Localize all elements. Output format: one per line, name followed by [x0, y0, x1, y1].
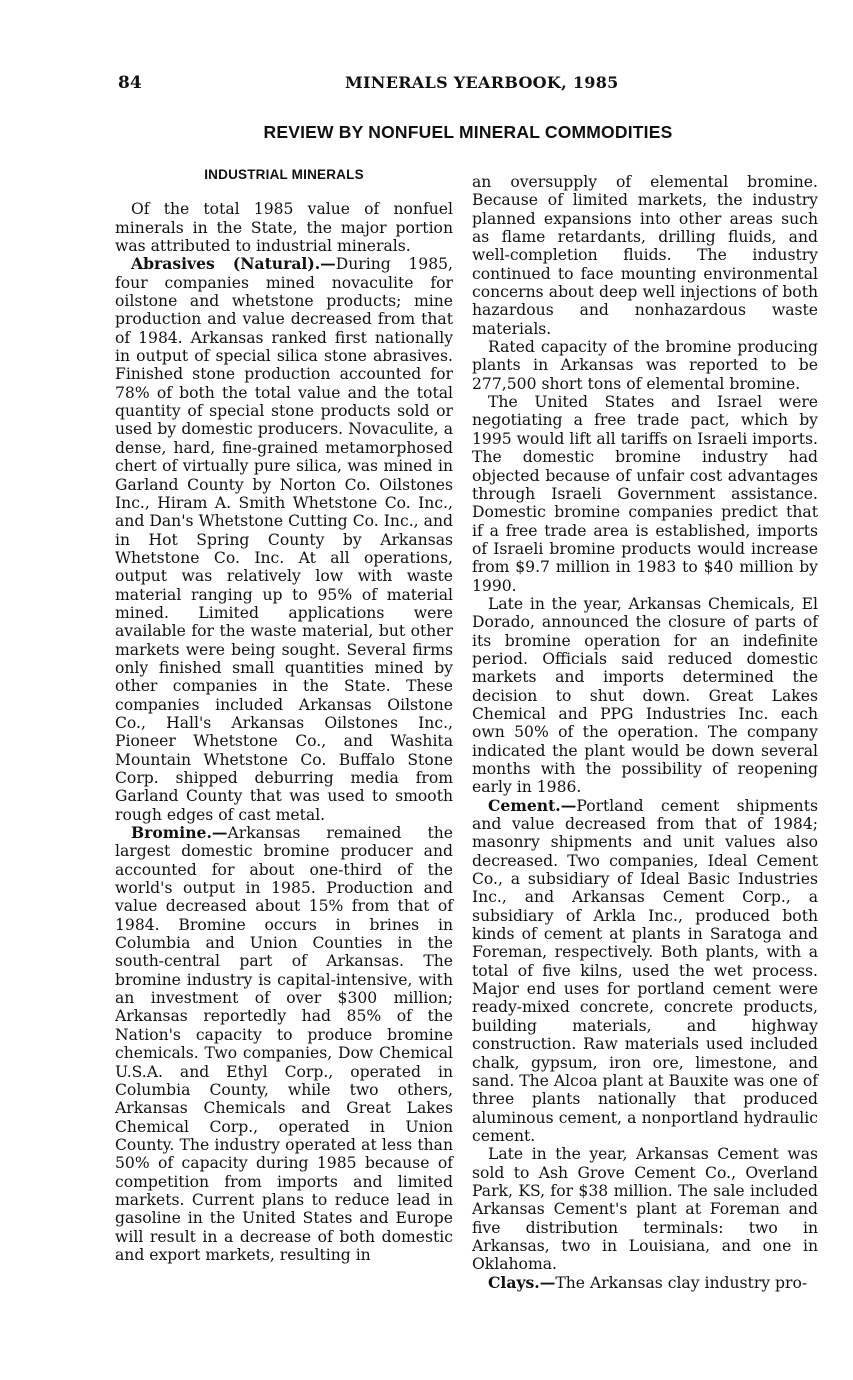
clays-paragraph — [472, 1274, 818, 1292]
left-column — [115, 166, 453, 1264]
cement-sale-paragraph: Late in the year, Arkansas Cement was sold to Ash Grove Cement Co., Overland Park, KS, for $38 million. The sale included Arkansas Cement's plant at Foreman and five distribution terminals: two in Arkansas, two in Louisiana, and one in Oklahoma. — [472, 1145, 818, 1274]
bromine-text: Arkansas remained the largest domestic bromine producer and accounted for about one-third of the world's output in 1985. Production and value decreased about 15% from that of 1984. Bromine occurs in brines in Columbia and Union Counties in the south-central part of Arkansas. The bromine industry is capital-intensive, with an investment of over $300 million; Arkansas reportedly had 85% of the Nation's capacity to produce bromine chemicals. Two companies, Dow Chemical U.S.A. and Ethyl Corp., operated in Columbia County, while two others, Arkansas Chemicals and Great Lakes Chemical Corp., operated in Union County. The industry operated at less than 50% of capacity during 1985 because of competition from imports and limited markets. Current plans to reduce lead in gasoline in the United States and Europe will result in a decrease of both domestic and export markets, resulting in — [115, 824, 453, 1264]
bromine-paragraph — [115, 824, 453, 1264]
closure-paragraph: Late in the year, Arkansas Chemicals, El Dorado, announced the closure of parts of its bromine operation for an indefinite period. Officials said reduced domestic markets and imports determined the decision to shut down. Great Lakes Chemical and PPG Industries Inc. each own 50% of the operation. The company indicated the plant would be down several months with the possibility of reopening early in 1986. — [472, 594, 818, 797]
abrasives-text: During 1985, four companies mined novaculite for oilstone and whetstone products; mine production and value decreased from that of 1984. Arkansas ranked first nationally in output of special silica stone abrasives. Finished stone production accounted for 78% of both the total value and the total quantity of special stone products sold or used by domestic producers. Novaculite, a dense, hard, fine-grained metamorphosed chert of virtually pure silica, was mined in Garland County by Norton Co. Oilstones Inc., Hiram A. Smith Whetstone Co. Inc., and Dan's Whetstone Cutting Co. Inc., and in Hot Spring County by Arkansas Whetstone Co. Inc. At all operations, output was relatively low with waste material ranging up to 95% of material mined. Limited applications were available for the waste material, but other markets were being sought. Several firms only finished small quantities mined by other companies in the State. These companies included Arkansas Oilstone Co., Hall's Arkansas Oilstones Inc., Pioneer Whetstone Co., and Washita Mountain Whetstone Co. Buffalo Stone Corp. shipped deburring media from Garland County that was used to smooth rough edges of cast metal. — [115, 255, 453, 824]
abrasives-heading: Abrasives (Natural).— — [131, 254, 336, 274]
intro-paragraph: Of the total 1985 value of nonfuel minerals in the State, the major portion was attributed to industrial minerals. — [115, 200, 453, 256]
running-title: MINERALS YEARBOOK, 1985 — [345, 73, 619, 92]
bromine-capacity-paragraph: Rated capacity of the bromine producing plants in Arkansas was reported to be 277,500 short tons of elemental bromine. — [472, 338, 818, 393]
clays-text: The Arkansas clay industry pro- — [555, 1273, 808, 1292]
right-column — [472, 173, 818, 1292]
subhead-industrial-minerals: INDUSTRIAL MINERALS — [204, 167, 364, 182]
trade-pact-paragraph: The United States and Israel were negotiating a free trade pact, which by 1995 would lift all tariffs on Israeli imports. The domestic bromine industry had objected because of unfair cost advantages through Israeli Government assistance. Domestic bromine companies predict that if a free trade area is established, imports of Israeli bromine products would increase from $9.7 million in 1983 to $40 million by 1990. — [472, 393, 818, 595]
abrasives-paragraph — [115, 255, 453, 824]
bromine-continued-paragraph: an oversupply of elemental bromine. Because of limited markets, the industry planned expansions into other areas such as flame retardants, drilling fluids, and well-completion fluids. The industry continued to face mounting environmental concerns about deep well injections of both hazardous and nonhazardous waste materials. — [472, 173, 818, 338]
clays-heading: Clays.— — [488, 1272, 556, 1292]
section-title: REVIEW BY NONFUEL MINERAL COMMODITIES — [263, 122, 673, 142]
bromine-heading: Bromine.— — [131, 823, 228, 843]
page-number: 84 — [118, 73, 142, 93]
cement-text: Portland cement shipments and value decreased from that of 1984; masonry shipments and unit values also decreased. Two companies, Ideal Cement Co., a subsidiary of Ideal Basic Industries Inc., and Arkansas Cement Corp., a subsidiary of Arkla Inc., produced both kinds of cement at plants in Saratoga and Foreman, respectively. Both plants, with a total of five kilns, used the wet process. Major end uses for portland cement were ready-mixed concrete, concrete products, building materials, and highway construction. Raw materials used included chalk, gypsum, iron ore, limestone, and sand. The Alcoa plant at Bauxite was one of three plants nationally that produced aluminous cement, a nonportland hydraulic cement. — [472, 796, 818, 1145]
cement-paragraph — [472, 797, 818, 1146]
cement-heading: Cement.— — [488, 795, 577, 815]
